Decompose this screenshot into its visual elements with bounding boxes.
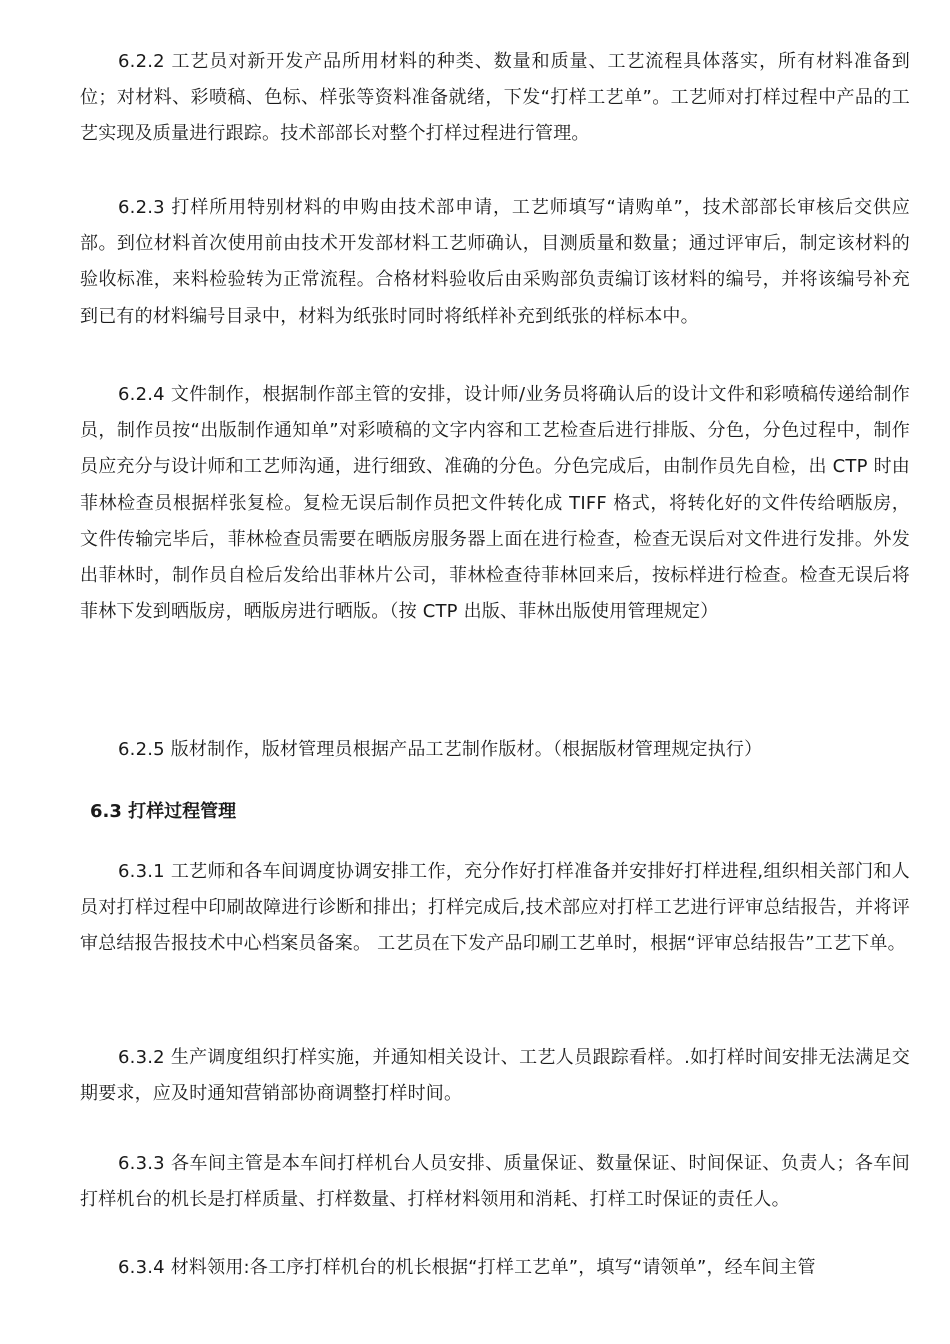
- paragraph-6-3-3: 6.3.3 各车间主管是本车间打样机台人员安排、质量保证、数量保证、时间保证、负责人；各车间打样机台的机长是打样质量、打样数量、打样材料领用和消耗、打样工时保证的责任人。: [80, 1153, 910, 1211]
- paragraph-6-2-5: 6.2.5 版材制作，版材管理员根据产品工艺制作版材。（根据版材管理规定执行）: [118, 739, 763, 760]
- paragraph-6-2-4: 6.2.4 文件制作，根据制作部主管的安排，设计师/业务员将确认后的设计文件和彩喷稿传递给制作员，制作员按“出版制作通知单”对彩喷稿的文字内容和工艺检查后进行排版、分色，分色过程中，制作员应充分与设计师和工艺师沟通，进行细致、准确的分色。分色完成后，由制作员先自检，出 CTP 时由菲林检查员根据样张复检。复检无误后制作员把文件转化成 TIFF 格式，将转化好的文件传给晒版房，文件传输完毕后，菲林检查员需要在晒版房服务器上面在进行检查，检查无误后对文件进行发排。外发出菲林时，制作员自检后发给出菲林片公司，菲林检查待菲林回来后，按标样进行检查。检查无误后将菲林下发到晒版房，晒版房进行晒版。（按 CTP 出版、菲林出版使用管理规定）: [80, 384, 910, 623]
- paragraph-6-2-3: 6.2.3 打样所用特别材料的申购由技术部申请，工艺师填写“请购单”，技术部部长审核后交供应部。到位材料首次使用前由技术开发部材料工艺师确认，目测质量和数量；通过评审后，制定该材料的验收标准，来料检验转为正常流程。合格材料验收后由采购部负责编订该材料的编号，并将该编号补充到已有的材料编号目录中，材料为纸张时同时将纸样补充到纸张的样标本中。: [80, 197, 910, 327]
- paragraph-6-3-4: 6.3.4 材料领用:各工序打样机台的机长根据“打样工艺单”，填写“请领单”，经车间主管: [118, 1257, 816, 1278]
- paragraph-6-2-2: 6.2.2 工艺员对新开发产品所用材料的种类、数量和质量、工艺流程具体落实，所有材料准备到位；对材料、彩喷稿、色标、样张等资料准备就绪，下发“打样工艺单”。工艺师对打样过程中产品的工艺实现及质量进行跟踪。技术部部长对整个打样过程进行管理。: [80, 51, 910, 145]
- section-heading-6-3: 6.3 打样过程管理: [90, 801, 237, 822]
- paragraph-6-3-2: 6.3.2 生产调度组织打样实施，并通知相关设计、工艺人员跟踪看样。.如打样时间安排无法满足交期要求，应及时通知营销部协商调整打样时间。: [80, 1047, 910, 1105]
- paragraph-6-3-1: 6.3.1 工艺师和各车间调度协调安排工作，充分作好打样准备并安排好打样进程,组织相关部门和人员对打样过程中印刷故障进行诊断和排出；打样完成后,技术部应对打样工艺进行评审总结报告，并将评审总结报告报技术中心档案员备案。 工艺员在下发产品印刷工艺单时，根据“评审总结报告”工艺下单。: [80, 861, 910, 955]
